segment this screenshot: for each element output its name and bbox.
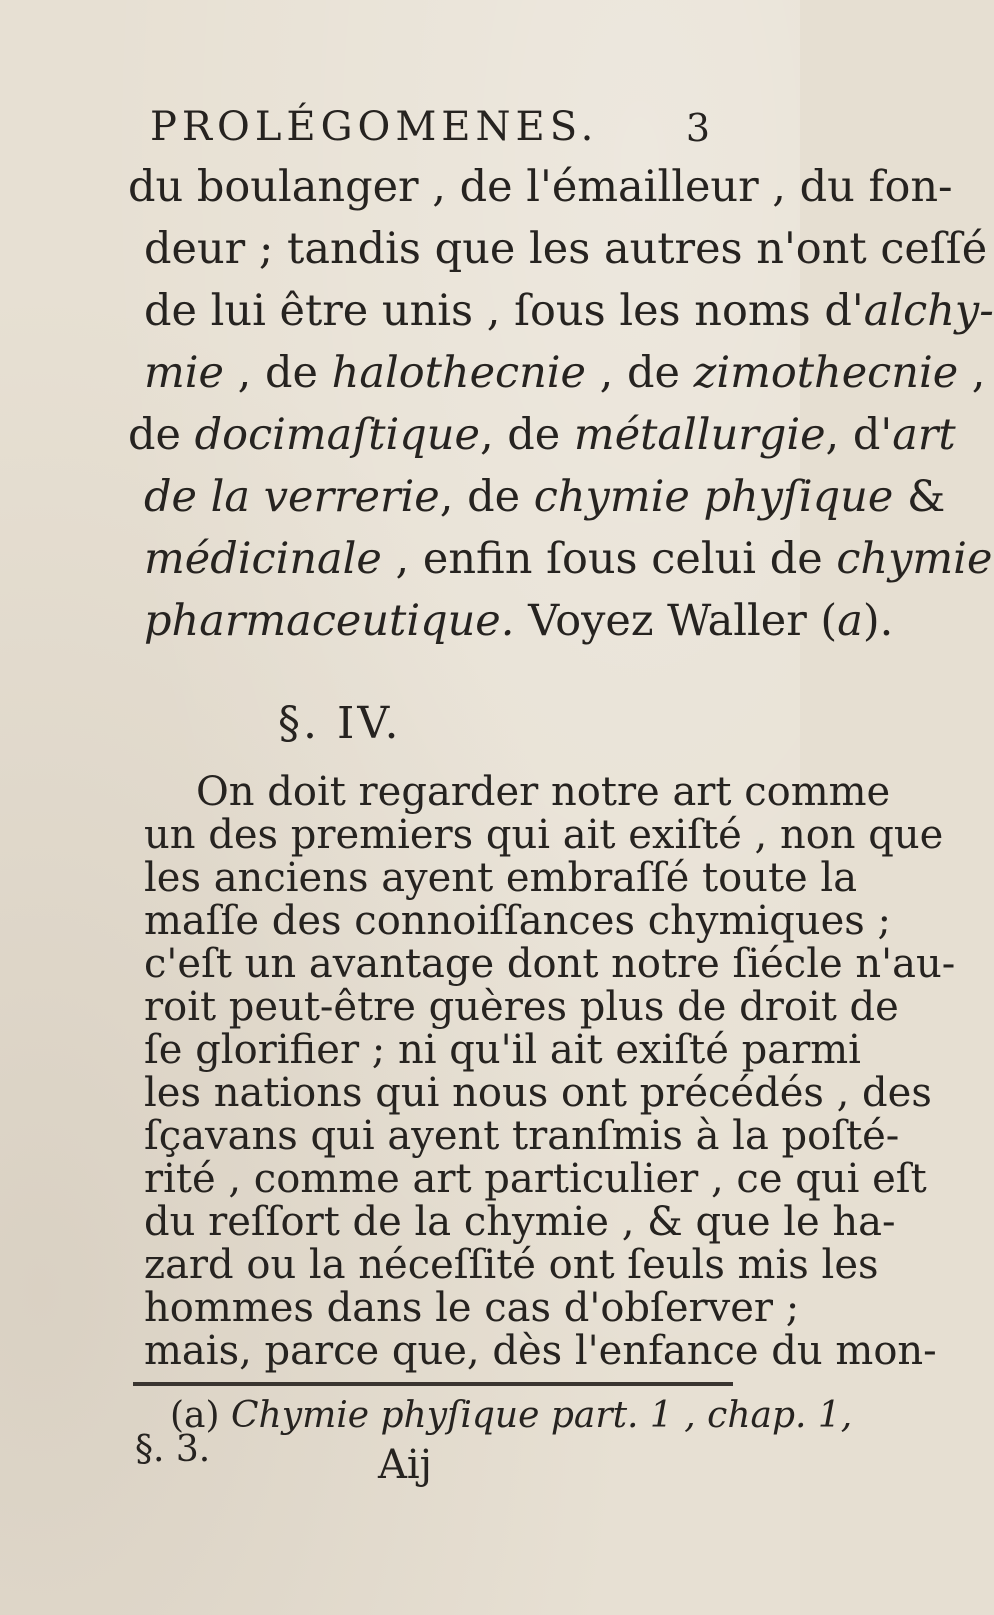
text-line: mais, parce que, dès l'enfance du mon- <box>144 1328 937 1374</box>
text-line: c'eſt un avantage dont notre ſiécle n'au- <box>144 941 956 987</box>
text-line <box>144 534 993 584</box>
text-run: Voyez Waller ( <box>514 596 838 646</box>
italic-run: halothecnie <box>331 348 587 398</box>
text-line: du reſſort de la chymie , & que le ha- <box>144 1199 896 1245</box>
italic-run: chymie <box>836 534 993 584</box>
italic-run: docimaſtique <box>194 410 480 460</box>
text-run: ). <box>862 596 894 646</box>
text-run: du boulanger , de l'émailleur , du fon- <box>128 162 953 212</box>
text-line: maſſe des connoiſſances chymiques ; <box>144 898 891 944</box>
text-line: zard ou la néceſſité ont ſeuls mis les <box>144 1242 879 1288</box>
text-run: , de <box>586 348 694 398</box>
text-run: , enfin ſous celui de <box>381 534 837 584</box>
text-line <box>144 596 894 646</box>
text-run: , de <box>223 348 332 398</box>
text-line: un des premiers qui ait exiſté , non que <box>144 812 944 858</box>
text-line: ſe glorifier ; ni qu'il ait exiſté parmi <box>144 1027 861 1073</box>
italic-run: mie <box>144 348 224 398</box>
page-number: 3 <box>685 106 710 150</box>
text-run: & <box>893 472 946 522</box>
footnote-text: Chymie phyſique part. 1 , chap. 1, <box>231 1395 853 1436</box>
text-run: , de <box>439 472 534 522</box>
text-run: de <box>128 410 195 460</box>
italic-run: pharmaceutique. <box>144 596 515 646</box>
text-run: de lui être unis , ſous les noms d' <box>144 286 864 336</box>
text-line <box>144 472 946 522</box>
page-header <box>150 104 710 160</box>
text-line: ſçavans qui ayent tranſmis à la poſté- <box>144 1113 900 1159</box>
italic-run: médicinale <box>144 534 382 584</box>
text-run: deur ; tandis que les autres n'ont ceſſé <box>144 224 988 274</box>
footnote-line <box>170 1395 853 1436</box>
footnote-continuation: §. 3. <box>135 1429 211 1470</box>
running-head: PROLÉGOMENES. <box>150 104 599 150</box>
text-run: , d' <box>825 410 893 460</box>
section-heading: §. IV. <box>278 698 402 749</box>
text-line <box>144 286 994 336</box>
text-run: , de <box>479 410 574 460</box>
text-line: On doit regarder notre art comme <box>196 769 891 815</box>
italic-run: métallurgie <box>573 410 826 460</box>
text-line: rité , comme art particulier , ce qui eſt <box>144 1156 927 1202</box>
text-line <box>128 410 956 460</box>
italic-run: zimothecnie <box>693 348 959 398</box>
text-line: les anciens ayent embraſſé toute la <box>144 855 858 901</box>
text-run: , <box>958 348 986 398</box>
italic-run: a <box>837 596 863 646</box>
text-line: les nations qui nous ont précédés , des <box>144 1070 932 1116</box>
text-line: hommes dans le cas d'obſerver ; <box>144 1285 800 1331</box>
italic-run: chymie phyſique <box>533 472 894 522</box>
italic-run: alchy- <box>863 286 994 336</box>
text-line <box>128 162 953 212</box>
footnote-rule <box>133 1382 733 1386</box>
footnote-marker: (a) <box>170 1395 231 1436</box>
italic-run: de la verrerie <box>144 472 440 522</box>
text-line: roit peut-être guères plus de droit de <box>144 984 899 1030</box>
text-line <box>144 348 986 398</box>
signature-mark: Aij <box>378 1442 433 1488</box>
text-line <box>144 224 988 274</box>
italic-run: art <box>892 410 956 460</box>
